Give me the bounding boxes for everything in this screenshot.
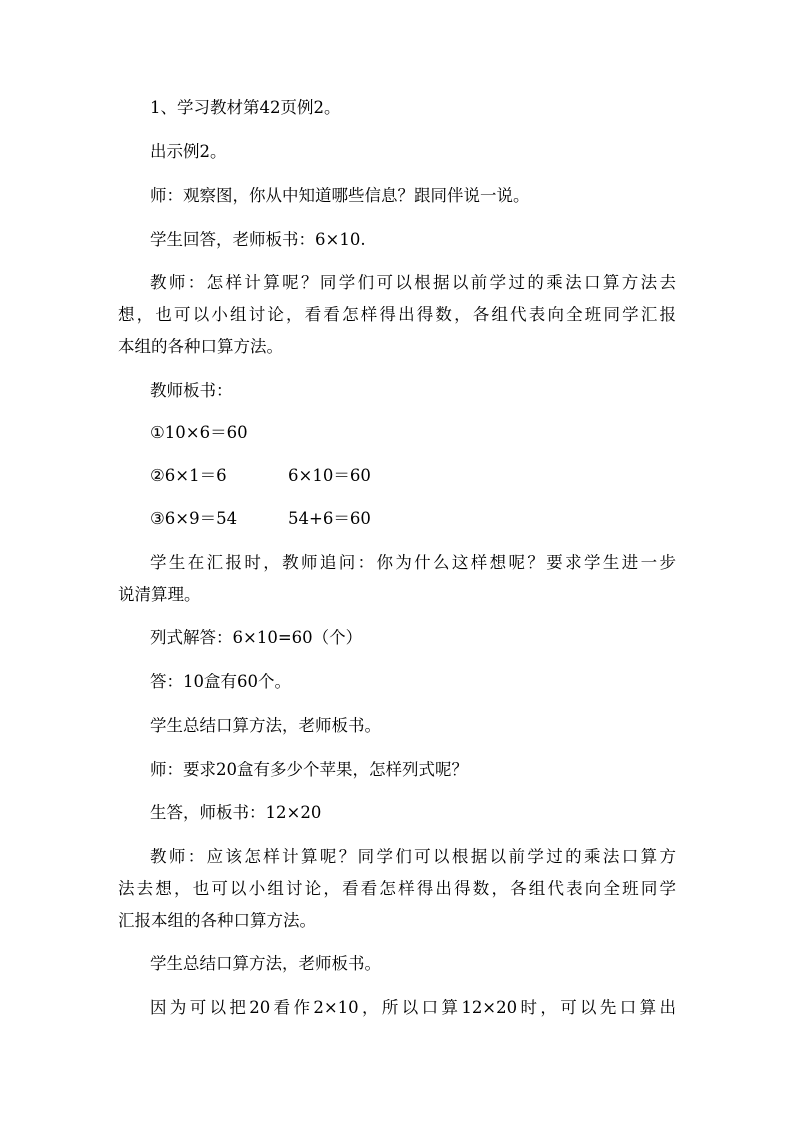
- method-1: ①10×6＝60: [150, 423, 248, 442]
- method-2-step-a: ②6×1＝6: [150, 466, 227, 485]
- paragraph-report-line-2: 说清算理。: [118, 585, 201, 604]
- paragraph-student-board: 生答，师板书：12×20: [150, 803, 322, 822]
- paragraph-equation: 列式解答：6×10=60（个）: [150, 628, 363, 647]
- method-3-step-b: 54+6＝60: [288, 509, 371, 528]
- paragraph-teacher-observe: 师：观察图，你从中知道哪些信息？跟同伴说一说。: [150, 186, 530, 205]
- paragraph-teacher-how-line-3: 本组的各种口算方法。: [118, 337, 283, 356]
- paragraph-summary-1: 学生总结口算方法，老师板书。: [150, 716, 381, 735]
- paragraph-teacher-how-line-1: 教师：怎样计算呢？同学们可以根据以前学过的乘法口算方法去: [150, 273, 676, 292]
- method-3-step-a: ③6×9＝54: [150, 509, 238, 528]
- paragraph-teacher-question: 师：要求20盒有多少个苹果，怎样列式呢？: [150, 760, 468, 779]
- paragraph-show-example: 出示例2。: [150, 142, 227, 161]
- paragraph-report-line-1: 学生在汇报时，教师追问：你为什么这样想呢？要求学生进一步: [150, 553, 676, 572]
- paragraph-because: 因为可以把20看作2×10，所以口算12×20时，可以先口算出: [150, 998, 676, 1017]
- paragraph-answer: 答：10盒有60个。: [150, 672, 291, 691]
- paragraph-teacher-calc-line-1: 教师：应该怎样计算呢？同学们可以根据以前学过的乘法口算方: [150, 847, 676, 866]
- paragraph-teacher-calc-line-3: 汇报本组的各种口算方法。: [118, 911, 316, 930]
- paragraph-teacher-how-line-2: 想，也可以小组讨论，看看怎样得出得数，各组代表向全班同学汇报: [118, 305, 676, 324]
- method-2-step-b: 6×10＝60: [288, 466, 371, 485]
- paragraph-student-answer: 学生回答，老师板书：6×10.: [150, 230, 366, 249]
- paragraph-step-1: 1、学习教材第42页例2。: [150, 98, 341, 117]
- paragraph-teacher-board: 教师板书：: [150, 381, 233, 400]
- paragraph-summary-2: 学生总结口算方法，老师板书。: [150, 954, 381, 973]
- paragraph-teacher-calc-line-2: 法去想，也可以小组讨论，看看怎样得出得数，各组代表向全班同学: [118, 879, 676, 898]
